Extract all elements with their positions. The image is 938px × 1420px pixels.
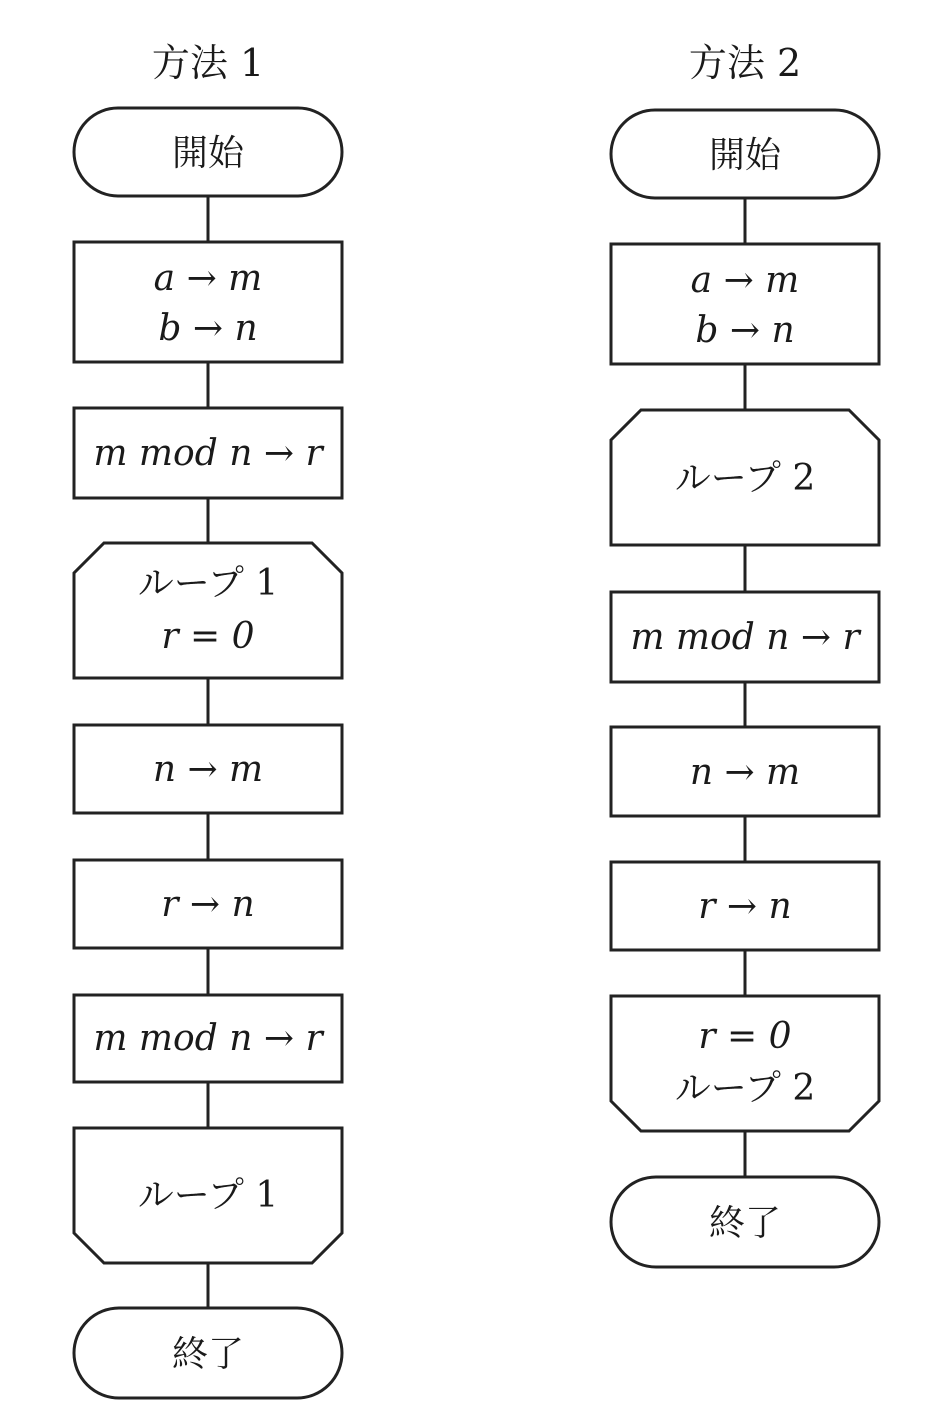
- method2-flowchart: [611, 41, 879, 1267]
- method1-end-terminal: [74, 1308, 342, 1398]
- method1-end-label: 終了: [171, 1334, 245, 1375]
- method1-loop-start-condition: r = 0: [161, 616, 255, 657]
- method1-assign-process: [74, 242, 342, 362]
- method2-assign-a-label: a → m: [690, 260, 800, 301]
- method1-start-label: 開始: [171, 133, 245, 174]
- method2-end-terminal: [611, 1177, 879, 1267]
- method1-n-to-m-process: [74, 725, 342, 813]
- method1-loop-end: [74, 1128, 342, 1263]
- method1-title: 方法 1: [151, 41, 265, 85]
- method2-loop-start-name: ループ 2: [674, 458, 816, 499]
- method1-loop-start-name: ループ 1: [137, 563, 279, 604]
- method2-r-to-n-label: r → n: [698, 886, 792, 927]
- method1-loop-end-name: ループ 1: [137, 1175, 279, 1216]
- method2-assign-process: [611, 244, 879, 364]
- method2-mod-process: [611, 592, 879, 682]
- method2-loop-end-name: ループ 2: [674, 1068, 816, 1109]
- method2-end-label: 終了: [708, 1203, 782, 1244]
- method2-loop-end: [611, 996, 879, 1131]
- method1-n-to-m-label: n → m: [152, 749, 264, 790]
- method1-r-to-n-label: r → n: [161, 884, 255, 925]
- method1-flowchart: [74, 41, 342, 1398]
- method1-mod1-label: m mod n → r: [93, 433, 323, 474]
- method2-assign-b-label: b → n: [695, 310, 795, 351]
- method1-mod-process-1: [74, 408, 342, 498]
- method1-start-terminal: [74, 108, 342, 196]
- method2-title: 方法 2: [688, 41, 802, 85]
- method2-r-to-n-process: [611, 862, 879, 950]
- method2-start-terminal: [611, 110, 879, 198]
- method2-start-label: 開始: [708, 135, 782, 176]
- method2-loop-end-condition: r = 0: [698, 1016, 792, 1057]
- method1-mod2-label: m mod n → r: [93, 1018, 323, 1059]
- method1-r-to-n-process: [74, 860, 342, 948]
- method1-assign-b-label: b → n: [158, 308, 258, 349]
- method2-mod-label: m mod n → r: [630, 617, 860, 658]
- method2-n-to-m-process: [611, 727, 879, 816]
- method2-n-to-m-label: n → m: [689, 752, 801, 793]
- method1-assign-a-label: a → m: [153, 258, 263, 299]
- method1-mod-process-2: [74, 995, 342, 1082]
- method1-loop-start: [74, 543, 342, 678]
- method2-loop-start: [611, 410, 879, 545]
